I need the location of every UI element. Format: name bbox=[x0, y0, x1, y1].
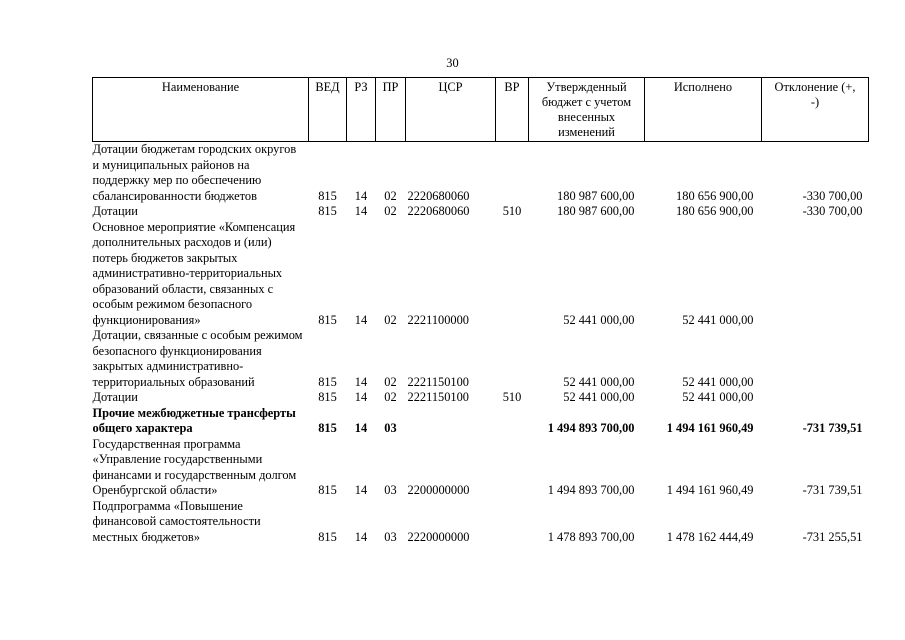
page-number: 30 bbox=[446, 56, 459, 70]
cell-pr: 03 bbox=[384, 421, 397, 435]
cell-rz: 14 bbox=[354, 312, 368, 327]
cell-csr: 2220680060 bbox=[407, 188, 470, 203]
cell-csr: 2220680060 bbox=[407, 204, 470, 218]
cell-csr bbox=[406, 406, 496, 437]
cell-name: Дотации bbox=[92, 390, 138, 404]
cell-name: Дотации bbox=[92, 204, 138, 218]
header-pr: ПР bbox=[376, 78, 406, 142]
cell-vr bbox=[496, 142, 529, 205]
cell-executed: 52 441 000,00 bbox=[682, 312, 754, 327]
cell-name: Дотации бюджетам городских округов и муниципальных районов на поддержку мер по обеспечению сбалансированности бюджетов bbox=[92, 142, 297, 203]
cell-deviation: -330 700,00 bbox=[802, 188, 863, 203]
cell-ved: 815 bbox=[318, 204, 337, 218]
cell-approved: 180 987 600,00 bbox=[557, 188, 635, 203]
cell-csr: 2221150100 bbox=[407, 374, 469, 389]
cell-executed: 1 494 161 960,49 bbox=[666, 421, 754, 435]
cell-rz: 14 bbox=[354, 374, 368, 389]
cell-ved: 815 bbox=[318, 529, 337, 544]
cell-csr: 2200000000 bbox=[407, 483, 470, 497]
cell-vr bbox=[496, 437, 529, 499]
cell-pr: 03 bbox=[384, 483, 397, 497]
cell-ved: 815 bbox=[318, 312, 337, 327]
cell-deviation bbox=[762, 220, 869, 329]
cell-rz: 14 bbox=[354, 421, 368, 435]
header-vr: ВР bbox=[496, 78, 529, 142]
cell-approved: 180 987 600,00 bbox=[557, 204, 635, 218]
cell-vr: 510 bbox=[502, 204, 522, 218]
cell-executed: 180 656 900,00 bbox=[676, 204, 754, 218]
table-header-row bbox=[93, 78, 869, 142]
cell-pr: 02 bbox=[384, 390, 397, 404]
cell-pr: 02 bbox=[384, 312, 397, 327]
cell-ved: 815 bbox=[318, 483, 337, 497]
table-row bbox=[93, 328, 869, 390]
cell-rz: 14 bbox=[354, 188, 368, 203]
cell-deviation: -731 739,51 bbox=[802, 483, 863, 497]
cell-vr bbox=[496, 499, 529, 546]
cell-ved: 815 bbox=[318, 421, 337, 435]
cell-rz: 14 bbox=[354, 483, 368, 497]
table-row bbox=[93, 220, 869, 329]
table-row bbox=[93, 204, 869, 220]
header-csr: ЦСР bbox=[406, 78, 496, 142]
cell-pr: 02 bbox=[384, 188, 397, 203]
cell-pr: 03 bbox=[384, 529, 397, 544]
budget-execution-table bbox=[92, 77, 869, 545]
cell-deviation bbox=[762, 390, 869, 406]
cell-csr: 2221150100 bbox=[407, 390, 469, 404]
cell-pr: 02 bbox=[384, 204, 397, 218]
cell-approved: 52 441 000,00 bbox=[563, 374, 635, 389]
cell-vr: 510 bbox=[502, 390, 522, 404]
table-row bbox=[93, 499, 869, 546]
cell-vr bbox=[496, 406, 529, 437]
cell-name: Основное мероприятие «Компенсация дополнительных расходов и (или) потерь бюджетов закрытых административно-территориальных образований области, связанных с особым режимом безопасного функционирования» bbox=[92, 219, 296, 327]
header-name: Наименование bbox=[93, 78, 309, 142]
header-ved: ВЕД bbox=[309, 78, 347, 142]
cell-ved: 815 bbox=[318, 374, 337, 389]
header-rz: РЗ bbox=[347, 78, 376, 142]
cell-executed: 180 656 900,00 bbox=[676, 188, 754, 203]
cell-vr bbox=[496, 220, 529, 329]
cell-executed: 52 441 000,00 bbox=[682, 390, 754, 404]
cell-rz: 14 bbox=[354, 390, 368, 404]
cell-ved: 815 bbox=[318, 188, 337, 203]
table-row bbox=[93, 406, 869, 437]
table-row bbox=[93, 437, 869, 499]
header-approved: Утвержденный бюджет с учетом внесенных изменений bbox=[529, 78, 645, 142]
cell-approved: 1 494 893 700,00 bbox=[547, 421, 635, 435]
cell-rz: 14 bbox=[354, 204, 368, 218]
cell-vr bbox=[496, 328, 529, 390]
cell-csr: 2221100000 bbox=[407, 312, 469, 327]
cell-approved: 1 478 893 700,00 bbox=[547, 529, 635, 544]
header-deviation: Отклонение (+, -) bbox=[762, 78, 869, 142]
cell-name: Государственная программа «Управление государственными финансами и государственным долгом Оренбургской области» bbox=[92, 436, 297, 497]
cell-ved: 815 bbox=[318, 390, 337, 404]
cell-deviation: -731 255,51 bbox=[802, 529, 863, 544]
cell-approved: 52 441 000,00 bbox=[563, 312, 635, 327]
cell-csr: 2220000000 bbox=[407, 529, 470, 544]
header-executed: Исполнено bbox=[645, 78, 762, 142]
cell-approved: 1 494 893 700,00 bbox=[547, 483, 635, 497]
table-body bbox=[93, 142, 869, 546]
cell-deviation bbox=[762, 328, 869, 390]
cell-deviation: -330 700,00 bbox=[802, 204, 863, 218]
cell-deviation: -731 739,51 bbox=[802, 421, 863, 435]
cell-executed: 52 441 000,00 bbox=[682, 374, 754, 389]
cell-pr: 02 bbox=[384, 374, 397, 389]
cell-name: Дотации, связанные с особым режимом безопасного функционирования закрытых административно-территориальных образований bbox=[92, 328, 303, 389]
cell-executed: 1 494 161 960,49 bbox=[666, 483, 754, 497]
table-row bbox=[93, 142, 869, 205]
cell-executed: 1 478 162 444,49 bbox=[666, 529, 754, 544]
cell-approved: 52 441 000,00 bbox=[563, 390, 635, 404]
cell-name: Прочие межбюджетные трансферты общего характера bbox=[92, 405, 296, 435]
table-row bbox=[93, 390, 869, 406]
cell-rz: 14 bbox=[354, 529, 368, 544]
cell-name: Подпрограмма «Повышение финансовой самостоятельности местных бюджетов» bbox=[92, 498, 261, 544]
